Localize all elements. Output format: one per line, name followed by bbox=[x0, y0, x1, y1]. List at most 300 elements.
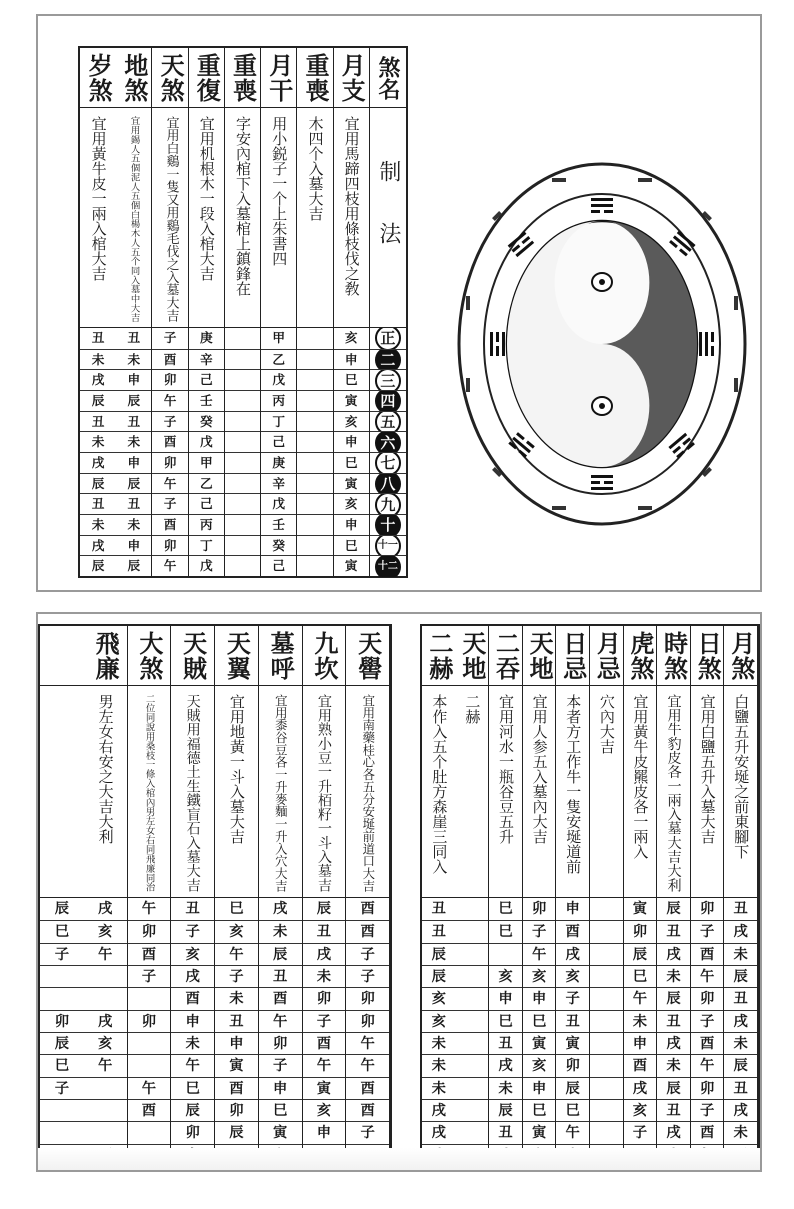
branch-cell bbox=[116, 328, 151, 349]
branch-value: 午 bbox=[97, 1058, 113, 1075]
branch-cell bbox=[80, 452, 116, 474]
branch-cell bbox=[590, 920, 623, 943]
branch-cell bbox=[171, 1077, 214, 1100]
branch-value: 戌 bbox=[733, 1103, 748, 1119]
branch-cell bbox=[297, 473, 332, 495]
month-label: 二 bbox=[375, 349, 401, 371]
branch-cell bbox=[346, 898, 389, 920]
sha-column-天煞 bbox=[152, 48, 188, 576]
branch-value: 戌 bbox=[666, 946, 681, 963]
branch-cell bbox=[624, 943, 657, 966]
sha-name bbox=[116, 48, 151, 108]
sha-method bbox=[80, 108, 116, 328]
branch-value: 寅 bbox=[316, 1080, 332, 1097]
branch-cell bbox=[116, 411, 151, 433]
branch-value: 卯 bbox=[272, 1036, 288, 1052]
branch-cell bbox=[225, 369, 260, 391]
branch-value: 庚 bbox=[272, 454, 286, 470]
sha-method-text: 男左女右安之大吉大利 bbox=[96, 694, 115, 844]
branch-cell bbox=[259, 1032, 302, 1055]
branch-value: 辰 bbox=[666, 901, 681, 917]
branch-cell bbox=[116, 555, 151, 577]
branch-value: 酉 bbox=[360, 1103, 375, 1119]
sha-column-天地 bbox=[456, 626, 490, 1166]
branch-value: 申 bbox=[632, 1036, 648, 1052]
sha-name-text: 月支 bbox=[337, 52, 367, 103]
branch-cell bbox=[225, 431, 260, 453]
month-label: 六 bbox=[375, 431, 401, 453]
branch-cell bbox=[84, 965, 127, 988]
branch-cell bbox=[724, 1077, 757, 1100]
sha-method bbox=[116, 108, 151, 328]
branch-value: 巳 bbox=[344, 454, 358, 470]
branch-cell bbox=[422, 987, 456, 1010]
branch-cell bbox=[346, 1099, 389, 1122]
branch-value: 丙 bbox=[272, 392, 286, 408]
branch-cell bbox=[171, 965, 214, 988]
branch-cell bbox=[624, 1054, 657, 1077]
sha-method bbox=[422, 686, 456, 898]
branch-value: 卯 bbox=[632, 924, 648, 941]
branch-cell bbox=[456, 965, 489, 988]
branch-cell bbox=[303, 1121, 346, 1144]
branch-value: 卯 bbox=[316, 991, 332, 1008]
branch-cell bbox=[556, 1077, 589, 1100]
branch-value: 戌 bbox=[733, 924, 748, 941]
sha-column-飛廉 bbox=[84, 626, 128, 1166]
branch-cell bbox=[523, 943, 556, 966]
sha-name-text: 月煞 bbox=[726, 630, 756, 681]
branch-cell bbox=[171, 898, 214, 920]
branch-value: 寅 bbox=[229, 1058, 244, 1075]
branch-cell bbox=[590, 1099, 623, 1122]
branch-value: 申 bbox=[344, 351, 358, 367]
branch-cell bbox=[152, 390, 187, 412]
branch-value: 子 bbox=[632, 1125, 648, 1142]
sha-name bbox=[297, 48, 332, 108]
branch-cell bbox=[334, 493, 369, 515]
branch-cell bbox=[724, 987, 757, 1010]
sha-name-text: 九坎 bbox=[309, 630, 339, 681]
method-label-text: 制法 bbox=[375, 159, 401, 284]
month-cell bbox=[370, 349, 406, 371]
sha-name bbox=[215, 626, 258, 686]
branch-cell bbox=[152, 349, 187, 371]
branch-value: 丑 bbox=[127, 413, 141, 429]
branch-value: 辰 bbox=[127, 475, 141, 491]
branch-value: 辰 bbox=[666, 991, 681, 1008]
branch-value: 未 bbox=[498, 1080, 513, 1097]
branch-cell bbox=[261, 411, 296, 433]
branch-cell bbox=[303, 920, 346, 943]
branch-cell bbox=[422, 1054, 456, 1077]
branch-value: 午 bbox=[163, 558, 177, 574]
branch-value: 卯 bbox=[229, 1103, 244, 1119]
branch-cell bbox=[116, 452, 151, 474]
branch-cell bbox=[128, 965, 171, 988]
branch-cell bbox=[215, 1032, 258, 1055]
branch-value: 戌 bbox=[91, 372, 105, 388]
branch-cell bbox=[152, 328, 187, 349]
sha-name-text: 天嚳 bbox=[353, 630, 383, 681]
sha-name bbox=[523, 626, 556, 686]
sha-column-日忌 bbox=[556, 626, 590, 1166]
branch-value: 丁 bbox=[272, 413, 286, 429]
branch-value: 戌 bbox=[666, 1036, 681, 1052]
branch-cell bbox=[334, 535, 369, 557]
branch-value: 午 bbox=[360, 1058, 375, 1075]
branch-cell bbox=[657, 898, 690, 920]
sha-name bbox=[40, 626, 84, 686]
branch-value: 卯 bbox=[565, 1058, 580, 1075]
branch-cell bbox=[657, 943, 690, 966]
branch-value: 巳 bbox=[531, 1013, 547, 1030]
branch-cell bbox=[624, 1099, 657, 1122]
branch-cell bbox=[624, 987, 657, 1010]
branch-cell bbox=[261, 473, 296, 495]
branch-cell bbox=[590, 1010, 623, 1033]
branch-cell bbox=[489, 920, 522, 943]
branch-cell bbox=[189, 473, 224, 495]
branch-cell bbox=[215, 965, 258, 988]
branch-value: 亥 bbox=[344, 413, 358, 429]
sha-method-text: 本作入五个肚方森崖三同入 bbox=[430, 694, 449, 874]
branch-value: 卯 bbox=[141, 924, 157, 941]
branch-value: 丑 bbox=[666, 1103, 681, 1119]
branch-value: 未 bbox=[733, 1036, 748, 1052]
branch-value: 子 bbox=[360, 946, 375, 963]
branch-value: 酉 bbox=[229, 1080, 244, 1097]
sha-name-text: 飛廉 bbox=[91, 630, 121, 681]
branch-value: 亥 bbox=[185, 946, 200, 963]
branch-value: 酉 bbox=[632, 1058, 648, 1075]
branch-value: 戌 bbox=[431, 1103, 446, 1119]
branch-cell bbox=[225, 555, 260, 577]
branch-value: 卯 bbox=[699, 1080, 715, 1097]
branch-cell bbox=[152, 431, 187, 453]
branch-cell bbox=[297, 390, 332, 412]
branch-cell bbox=[189, 452, 224, 474]
branch-cell bbox=[590, 1121, 623, 1144]
branch-cell bbox=[116, 390, 151, 412]
branch-value: 未 bbox=[229, 991, 244, 1008]
month-label: 正 bbox=[375, 328, 401, 349]
branch-value: 卯 bbox=[163, 537, 177, 553]
branch-value: 午 bbox=[185, 1058, 200, 1075]
branch-cell bbox=[225, 411, 260, 433]
branch-cell bbox=[215, 1077, 258, 1100]
branch-cell bbox=[334, 328, 369, 349]
branch-cell bbox=[657, 1121, 690, 1144]
month-label: 十二 bbox=[375, 555, 401, 577]
sha-name bbox=[691, 626, 724, 686]
branch-cell bbox=[691, 1032, 724, 1055]
sha-name bbox=[84, 626, 127, 686]
branch-cell bbox=[523, 1121, 556, 1144]
branch-cell bbox=[456, 1099, 489, 1122]
months-header-column bbox=[370, 48, 406, 576]
branch-cell bbox=[691, 1099, 724, 1122]
branch-value: 未 bbox=[272, 924, 288, 941]
branch-cell bbox=[624, 1077, 657, 1100]
branch-cell bbox=[334, 349, 369, 371]
month-cell bbox=[370, 514, 406, 536]
branch-cell bbox=[189, 390, 224, 412]
branch-cell bbox=[523, 1054, 556, 1077]
branch-cell bbox=[590, 987, 623, 1010]
branch-cell bbox=[303, 1099, 346, 1122]
branch-cell bbox=[523, 965, 556, 988]
branch-cell bbox=[128, 920, 171, 943]
branch-cell bbox=[128, 898, 171, 920]
branch-cell bbox=[40, 1077, 84, 1100]
branch-cell bbox=[456, 1054, 489, 1077]
branch-cell bbox=[225, 452, 260, 474]
branch-value: 未 bbox=[127, 351, 141, 367]
branch-cell bbox=[297, 535, 332, 557]
sha-name-text: 日煞 bbox=[693, 630, 723, 681]
branch-cell bbox=[303, 1010, 346, 1033]
sha-method bbox=[624, 686, 657, 898]
branch-cell bbox=[556, 1010, 589, 1033]
branch-value: 酉 bbox=[360, 901, 375, 917]
branch-cell bbox=[456, 920, 489, 943]
branch-cell bbox=[171, 1099, 214, 1122]
sha-method-text: 宜用黍谷豆各一升麥麵一升入穴大吉 bbox=[273, 694, 288, 892]
branch-value: 辰 bbox=[632, 946, 648, 963]
sha-name bbox=[261, 48, 296, 108]
branch-value: 午 bbox=[141, 1080, 157, 1097]
branch-value: 亥 bbox=[431, 991, 446, 1008]
branch-value: 未 bbox=[185, 1036, 200, 1052]
branch-cell bbox=[334, 452, 369, 474]
branch-value: 未 bbox=[127, 516, 141, 532]
branch-value: 卯 bbox=[54, 1013, 70, 1030]
branch-cell bbox=[691, 965, 724, 988]
sha-name-text: 地煞 bbox=[119, 52, 149, 103]
branch-value: 未 bbox=[91, 516, 105, 532]
branch-cell bbox=[657, 920, 690, 943]
sha-name-text: 重喪 bbox=[228, 52, 258, 103]
sha-name bbox=[556, 626, 589, 686]
branch-value: 卯 bbox=[163, 372, 177, 388]
branch-value: 子 bbox=[531, 924, 547, 941]
sha-name-text: 岁煞 bbox=[84, 52, 114, 103]
branch-value: 申 bbox=[229, 1036, 244, 1052]
branch-value: 午 bbox=[360, 1036, 375, 1052]
sha-method bbox=[346, 686, 389, 898]
sha-name bbox=[189, 48, 224, 108]
branch-cell bbox=[523, 1077, 556, 1100]
branch-cell bbox=[152, 555, 187, 577]
branch-value: 辰 bbox=[431, 969, 446, 985]
sha-method-text: 宜用熟小豆一升栢籽一斗入墓吉 bbox=[315, 694, 332, 892]
branch-cell bbox=[116, 349, 151, 371]
branch-cell bbox=[80, 411, 116, 433]
branch-value: 巳 bbox=[632, 969, 648, 985]
sha-column-二赫 bbox=[422, 626, 456, 1166]
branch-value: 寅 bbox=[632, 901, 648, 917]
sha-name bbox=[334, 48, 369, 108]
branch-cell bbox=[189, 349, 224, 371]
branch-cell bbox=[152, 473, 187, 495]
branch-value: 辰 bbox=[498, 1103, 513, 1119]
month-label: 十 bbox=[375, 514, 401, 536]
branch-value: 丑 bbox=[666, 1013, 681, 1030]
sha-method bbox=[657, 686, 690, 898]
branch-cell bbox=[590, 1054, 623, 1077]
branch-value: 子 bbox=[272, 1058, 288, 1075]
branch-cell bbox=[189, 328, 224, 349]
sha-name bbox=[80, 48, 116, 108]
month-cell bbox=[370, 328, 406, 349]
branch-cell bbox=[624, 920, 657, 943]
branch-cell bbox=[334, 473, 369, 495]
branch-value: 亥 bbox=[97, 1036, 113, 1052]
branch-cell bbox=[297, 514, 332, 536]
branch-cell bbox=[225, 390, 260, 412]
month-label: 十一 bbox=[375, 535, 401, 557]
sha-column-月煞 bbox=[724, 626, 758, 1166]
branch-cell bbox=[422, 1010, 456, 1033]
branch-value: 丑 bbox=[498, 1125, 513, 1142]
branch-cell bbox=[422, 920, 456, 943]
sha-method-text: 宜用河水一瓶谷豆五升 bbox=[497, 694, 516, 844]
branch-value: 戌 bbox=[185, 969, 200, 985]
sha-method-text: 字安內棺下入墓棺上鎮鋒在 bbox=[234, 116, 253, 296]
branch-value: 酉 bbox=[360, 924, 375, 941]
sha-column-時煞 bbox=[657, 626, 691, 1166]
sha-method bbox=[556, 686, 589, 898]
branch-value: 丑 bbox=[316, 924, 332, 941]
branch-value: 午 bbox=[163, 392, 177, 408]
branch-cell bbox=[225, 473, 260, 495]
branch-value: 辰 bbox=[185, 1103, 200, 1119]
sha-column-虎煞 bbox=[624, 626, 658, 1166]
branch-cell bbox=[261, 514, 296, 536]
branch-cell bbox=[152, 452, 187, 474]
branch-cell bbox=[80, 390, 116, 412]
sha-method-text: 穴內大吉 bbox=[597, 694, 616, 754]
branch-cell bbox=[225, 493, 260, 515]
sha-method-text: 宜用人参五入墓內大吉 bbox=[530, 694, 549, 844]
sha-column-日煞 bbox=[691, 626, 725, 1166]
branch-cell bbox=[422, 965, 456, 988]
month-cell bbox=[370, 452, 406, 474]
branch-value: 巳 bbox=[498, 901, 513, 917]
branch-value: 己 bbox=[199, 496, 213, 512]
branch-cell bbox=[171, 1121, 214, 1144]
branch-value: 丑 bbox=[498, 1036, 513, 1052]
branch-value: 戌 bbox=[666, 1125, 681, 1142]
branch-cell bbox=[346, 965, 389, 988]
branch-value: 亥 bbox=[316, 1103, 332, 1119]
month-cell bbox=[370, 493, 406, 515]
branch-cell bbox=[152, 411, 187, 433]
branch-value: 戌 bbox=[272, 901, 288, 917]
branch-cell bbox=[303, 965, 346, 988]
branch-value: 辰 bbox=[54, 901, 70, 917]
branch-cell bbox=[422, 1099, 456, 1122]
branch-value: 子 bbox=[163, 329, 177, 345]
branch-value: 申 bbox=[344, 434, 358, 450]
branch-cell bbox=[456, 898, 489, 920]
branch-cell bbox=[657, 1077, 690, 1100]
branch-value: 午 bbox=[699, 1058, 715, 1075]
branch-cell bbox=[215, 1099, 258, 1122]
branch-cell bbox=[346, 1121, 389, 1144]
branch-value: 酉 bbox=[163, 434, 177, 450]
branch-cell bbox=[489, 1077, 522, 1100]
branch-value: 丑 bbox=[666, 924, 681, 941]
branch-value: 戌 bbox=[316, 946, 332, 963]
branch-cell bbox=[691, 1010, 724, 1033]
sha-method bbox=[489, 686, 522, 898]
branch-value: 乙 bbox=[272, 351, 286, 367]
branch-cell bbox=[657, 1099, 690, 1122]
sha-method bbox=[590, 686, 623, 898]
sha-name bbox=[346, 626, 389, 686]
branch-value: 巳 bbox=[272, 1103, 288, 1119]
branch-value: 戌 bbox=[97, 1013, 113, 1030]
branch-cell bbox=[189, 411, 224, 433]
branch-value: 甲 bbox=[199, 454, 213, 470]
branch-value: 寅 bbox=[344, 475, 358, 491]
sha-name bbox=[225, 48, 260, 108]
branch-value: 寅 bbox=[531, 1036, 547, 1052]
branch-value: 戌 bbox=[431, 1125, 446, 1142]
branch-cell bbox=[691, 898, 724, 920]
branch-cell bbox=[171, 987, 214, 1010]
branch-value: 丑 bbox=[431, 901, 446, 917]
branch-value: 午 bbox=[565, 1125, 580, 1142]
branch-cell bbox=[261, 555, 296, 577]
branch-value: 辰 bbox=[229, 1125, 244, 1142]
branch-cell bbox=[40, 898, 84, 920]
bottom-page bbox=[36, 612, 762, 1172]
branch-cell bbox=[303, 1032, 346, 1055]
branch-cell bbox=[334, 431, 369, 453]
branch-value: 丑 bbox=[733, 1080, 748, 1097]
branch-cell bbox=[152, 493, 187, 515]
branch-cell bbox=[80, 514, 116, 536]
branch-cell bbox=[259, 920, 302, 943]
sha-name bbox=[456, 626, 489, 686]
branch-cell bbox=[225, 514, 260, 536]
branch-value: 巳 bbox=[498, 924, 513, 941]
branch-value: 未 bbox=[666, 1058, 681, 1075]
branch-cell bbox=[334, 555, 369, 577]
branch-value: 己 bbox=[199, 372, 213, 388]
branch-cell bbox=[128, 1099, 171, 1122]
sha-method-text: 宜用馬蹄四枝用條枝伐之敎 bbox=[342, 116, 361, 296]
branch-cell bbox=[346, 1077, 389, 1100]
branch-cell bbox=[556, 898, 589, 920]
branch-value: 寅 bbox=[344, 558, 358, 574]
branch-value: 丑 bbox=[127, 496, 141, 512]
branch-cell bbox=[657, 1032, 690, 1055]
branch-value: 子 bbox=[699, 1103, 715, 1119]
sha-method-text: 宜用錫人五個泥人五個白楊木人五个同入墓中大吉 bbox=[128, 116, 140, 322]
branch-value: 未 bbox=[91, 434, 105, 450]
branch-cell bbox=[334, 390, 369, 412]
branch-value: 辰 bbox=[272, 946, 288, 963]
branch-value: 未 bbox=[431, 1058, 446, 1075]
branch-cell bbox=[422, 898, 456, 920]
sha-name bbox=[303, 626, 346, 686]
branch-value: 亥 bbox=[344, 329, 358, 345]
branch-cell bbox=[189, 555, 224, 577]
